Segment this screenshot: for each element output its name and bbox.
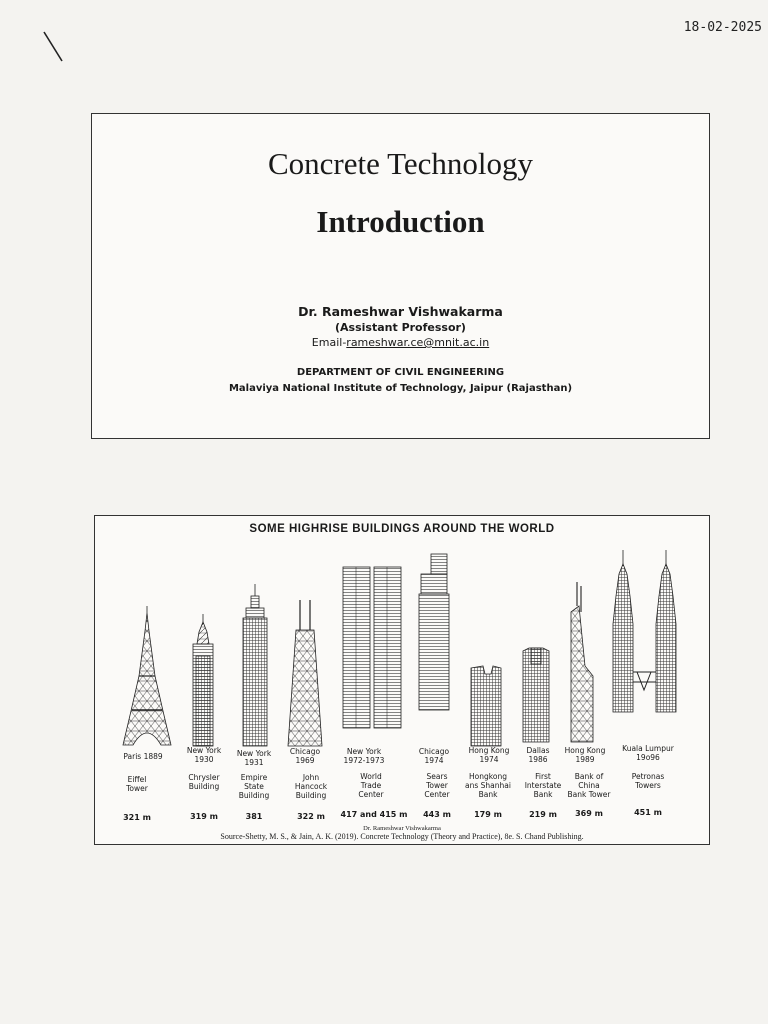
eiffel-tower-icon: [123, 606, 171, 745]
date-stamp: 18-02-2025: [683, 20, 762, 35]
sears-height: 443 m: [423, 810, 451, 819]
dallas-height: 219 m: [529, 810, 557, 819]
hsbc-height: 179 m: [474, 810, 502, 819]
hongkong-bank-icon: [471, 666, 501, 746]
hancock-height: 322 m: [297, 812, 325, 821]
sears-place: Chicago 1974: [418, 747, 450, 765]
petronas-name: Petronas Towers: [631, 772, 665, 790]
empire-state-building-icon: [243, 584, 267, 746]
chrysler-name: Chrysler Building: [188, 773, 220, 791]
department: DEPARTMENT OF CIVIL ENGINEERING: [296, 367, 505, 378]
email-label: Email-: [311, 336, 347, 349]
petronas-place: Kuala Lumpur 19o96: [622, 744, 674, 762]
sears-tower-icon: [419, 554, 449, 710]
slide-credit: Dr. Rameshwar Vishwakarma: [363, 825, 441, 832]
hsbc-name: Hongkong ans Shanhai Bank: [465, 772, 511, 799]
dallas-name: First Interstate Bank: [524, 772, 562, 799]
hancock-place: Chicago 1969: [289, 747, 321, 765]
dallas-place: Dallas 1986: [526, 746, 550, 764]
paris-height: 321 m: [123, 813, 151, 822]
petronas-height: 451 m: [634, 808, 662, 817]
pen-stroke-mark: [42, 30, 66, 64]
author-name: Dr. Rameshwar Vishwakarma: [298, 304, 503, 319]
hancock-name: John Hancock Building: [294, 773, 328, 800]
paris-place: Paris 1889: [123, 752, 163, 761]
boc-height: 369 m: [575, 809, 603, 818]
institute: Malaviya National Institute of Technology, Jaipur (Rajasthan): [228, 383, 573, 394]
slide-subtitle: Introduction: [316, 204, 485, 239]
empire-name: Empire State Building: [238, 773, 270, 800]
wtc-height: 417 and 415 m: [340, 810, 408, 819]
paris-name: Eiffel Tower: [126, 775, 148, 793]
author-role: (Assistant Professor): [335, 321, 466, 334]
first-interstate-bank-icon: [523, 648, 549, 742]
email-link[interactable]: rameshwar.ce@mnit.ac.in: [346, 336, 490, 349]
wtc-place: New York 1972-1973: [343, 747, 385, 765]
chrysler-building-icon: [193, 614, 213, 746]
world-trade-center-icon: [343, 567, 401, 728]
hsbc-place: Hong Kong 1974: [468, 746, 510, 764]
chrysler-place: New York 1930: [186, 746, 222, 764]
sears-name: Sears Tower Center: [424, 772, 450, 799]
title-slide: [91, 113, 710, 439]
buildings-slide: [94, 515, 710, 845]
petronas-towers-icon: [613, 550, 676, 712]
bank-of-china-tower-icon: [571, 582, 593, 742]
john-hancock-building-icon: [288, 600, 322, 746]
boc-name: Bank of China Bank Tower: [567, 772, 611, 799]
boc-place: Hong Kong 1989: [564, 746, 606, 764]
source-citation: Source-Shetty, M. S., & Jain, A. K. (2019). Concrete Technology (Theory and Practice), 8e. S. Chand Publishing.: [220, 832, 584, 841]
chrysler-height: 319 m: [190, 812, 218, 821]
buildings-title: SOME HIGHRISE BUILDINGS AROUND THE WORLD: [249, 523, 555, 535]
author-email: [92, 336, 709, 349]
empire-place: New York 1931: [236, 749, 272, 767]
empire-height: 381: [245, 812, 263, 821]
wtc-name: World Trade Center: [358, 772, 384, 799]
slide-title: Concrete Technology: [268, 146, 533, 181]
